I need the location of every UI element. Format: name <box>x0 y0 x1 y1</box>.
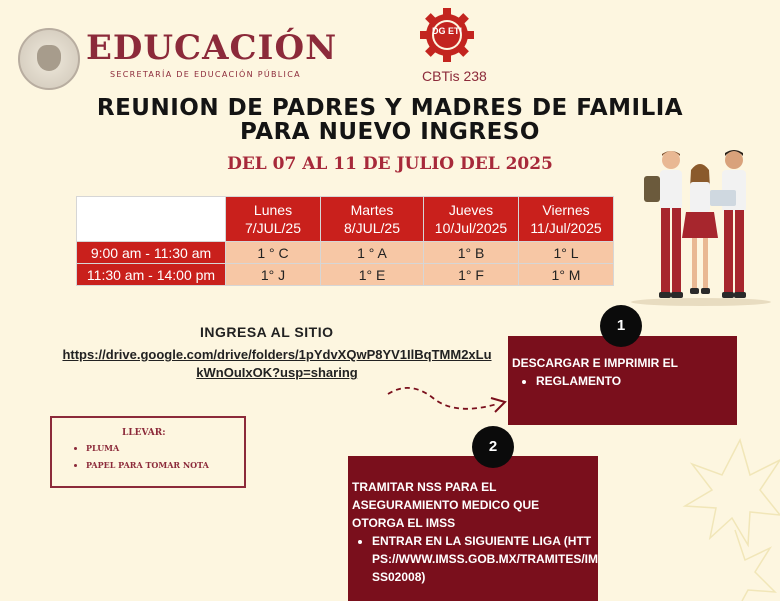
list-item: • PLUMA <box>86 440 209 457</box>
school-gear-logo-icon <box>418 6 476 64</box>
dashed-arrow-icon <box>385 378 510 418</box>
step-2-list <box>352 532 598 586</box>
group-cell: 1° J <box>226 264 321 286</box>
list-item: • ENTRAR EN LA SIGUIENTE LIGA (HTTPS://WWW.IMSS.GOB.MX/TRAMITES/IMSS02008) <box>372 532 598 586</box>
llevar-title: LLEVAR: <box>122 428 166 438</box>
table-corner-cell <box>77 197 226 242</box>
time-slot-cell: 11:30 am - 14:00 pm <box>77 264 226 286</box>
group-cell: 1° L <box>519 242 614 264</box>
step-2-number-badge: 2 <box>472 426 514 468</box>
students-illustration <box>626 148 776 308</box>
step-2-heading: TRAMITAR NSS PARA EL ASEGURAMIENTO MEDICO QUE OTORGA EL IMSS <box>352 480 540 530</box>
step-1-box <box>508 336 737 425</box>
table-header-row <box>77 197 614 242</box>
day-date: 11/Jul/2025 <box>530 220 602 236</box>
schedule-table <box>76 196 614 286</box>
day-name: Jueves <box>448 202 494 218</box>
title-line-2: PARA NUEVO INGRESO <box>240 119 540 145</box>
step-1-heading: DESCARGAR E IMPRIMIR EL <box>512 356 679 370</box>
logo-subtitle: SECRETARÍA DE EDUCACIÓN PÚBLICA <box>110 70 301 79</box>
drive-folder-link[interactable]: https://drive.google.com/drive/folders/1pYdvXQwP8YV1IlBqTMM2xLukWnOuIxOK?usp=sharing <box>62 347 492 380</box>
table-header-cell <box>519 197 614 242</box>
group-cell: 1 ° A <box>321 242 424 264</box>
logo-title: EDUCACIÓN <box>86 28 338 68</box>
day-name: Viernes <box>542 202 590 218</box>
day-date: 8/JUL/25 <box>343 220 401 236</box>
table-header-cell <box>321 197 424 242</box>
llevar-box <box>50 416 246 488</box>
school-name: CBTis 238 <box>422 68 487 84</box>
group-cell: 1° E <box>321 264 424 286</box>
day-name: Lunes <box>253 202 293 218</box>
group-cell: 1° M <box>519 264 614 286</box>
title-line-1: REUNION DE PADRES Y MADRES DE FAMILIA <box>96 95 684 121</box>
national-seal-icon <box>18 28 80 90</box>
group-cell: 1° B <box>424 242 519 264</box>
main-title <box>0 96 780 144</box>
step-2-box <box>348 456 598 601</box>
day-name: Martes <box>350 202 394 218</box>
list-item: • PAPEL PARA TOMAR NOTA <box>86 457 209 474</box>
site-heading: INGRESA AL SITIO <box>200 324 334 340</box>
table-header-cell <box>226 197 321 242</box>
step-1-number-badge: 1 <box>600 305 642 347</box>
table-row <box>77 242 614 264</box>
date-range: DEL 07 AL 11 DE JULIO DEL 2025 <box>227 154 553 174</box>
group-cell: 1 ° C <box>226 242 321 264</box>
time-slot-cell: 9:00 am - 11:30 am <box>77 242 226 264</box>
school-logo-text: DG ETI <box>431 26 463 36</box>
day-date: 10/Jul/2025 <box>434 220 508 236</box>
llevar-list <box>74 440 209 474</box>
group-cell: 1° F <box>424 264 519 286</box>
list-item: • REGLAMENTO <box>536 374 621 388</box>
day-date: 7/JUL/25 <box>244 220 302 236</box>
step-1-list <box>512 374 621 388</box>
table-header-cell <box>424 197 519 242</box>
sunburst-decoration-icon <box>650 420 780 601</box>
table-row <box>77 264 614 286</box>
